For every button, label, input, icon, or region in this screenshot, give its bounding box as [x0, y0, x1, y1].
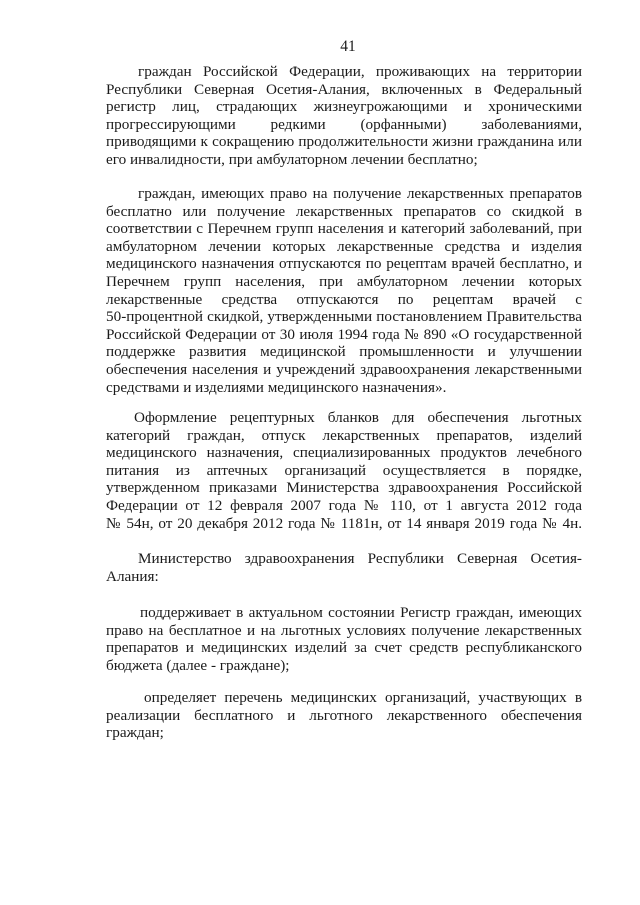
text-line: определяет перечень медицинских организаций, участвующих в [144, 689, 582, 706]
text-line: бесплатно или получение лекарственных препаратов со скидкой в [106, 202, 582, 220]
text-line: его инвалидности, при амбулаторном лечении бесплатно; [106, 150, 478, 168]
paragraph-determines-organizations [106, 689, 582, 742]
text-line: утвержденном приказами Министерства здравоохранения Российской [106, 479, 582, 497]
text-line: Оформление рецептурных бланков для обеспечения льготных [134, 409, 582, 426]
page-number: 41 [340, 38, 356, 55]
text-line: реализации бесплатного и льготного лекарственного обеспечения [106, 706, 582, 724]
paragraph-citizens-entitled-free-drugs [106, 185, 582, 396]
text-line: регистр лиц, страдающих жизнеугрожающими и хроническими [106, 98, 582, 116]
text-line: № 54н, от 20 декабря 2012 года № 1181н, от 14 января 2019 года № 4н. [106, 514, 582, 532]
text-line: прогрессирующими редкими (орфанными) заболеваниями, [106, 115, 582, 133]
text-line: Федерации от 12 февраля 2007 года № 110, от 1 августа 2012 года [106, 496, 582, 514]
text-line: бюджета (далее - граждане); [106, 656, 290, 674]
text-line: Перечнем групп населения, при амбулаторном лечении которых [106, 272, 582, 290]
text-line: категорий граждан, отпуск лекарственных препаратов, изделий [106, 426, 582, 444]
text-line: Российской Федерации от 30 июля 1994 года № 890 «О государственной [106, 325, 582, 343]
text-line: Министерство здравоохранения Республики Северная Осетия- [138, 550, 582, 567]
text-line: Алания: [106, 567, 159, 585]
text-line: 50-процентной скидкой, утвержденными постановлением Правительства [106, 308, 582, 326]
text-line: граждан; [106, 724, 164, 742]
text-line: поддержке развития медицинской промышленности и улучшении [106, 343, 582, 361]
text-line: Республики Северная Осетия-Алания, включенных в Федеральный [106, 80, 582, 98]
text-line: медицинского назначения, специализированных продуктов лечебного [106, 444, 582, 462]
text-line: питания из аптечных организаций осуществляется в порядке, [106, 461, 582, 479]
paragraph-maintains-register [106, 604, 582, 674]
text-line: препаратов и медицинских изделий за счет средств республиканского [106, 639, 582, 657]
text-line: средствами и изделиями медицинского назначения». [106, 378, 447, 396]
text-line: граждан, имеющих право на получение лекарственных препаратов [138, 185, 582, 202]
text-line: лекарственные средства отпускаются по рецептам врачей с [106, 290, 582, 308]
text-line: обеспечения населения и учреждений здравоохранения лекарственными [106, 360, 582, 378]
text-line: амбулаторном лечении которых лекарственные средства и изделия [106, 237, 582, 255]
text-line: право на бесплатное и на льготных условиях получение лекарственных [106, 621, 582, 639]
paragraph-ministry-heading [106, 550, 582, 585]
text-line: приводящими к сокращению продолжительности жизни гражданина или [106, 133, 582, 151]
paragraph-citizens-orphan-diseases [106, 63, 582, 169]
text-line: соответствии с Перечнем групп населения и категорий заболеваний, при [106, 220, 582, 238]
paragraph-prescription-forms [106, 409, 582, 532]
text-line: граждан Российской Федерации, проживающих на территории [138, 63, 582, 80]
text-line: поддерживает в актуальном состоянии Регистр граждан, имеющих [140, 604, 582, 621]
text-line: медицинского назначения отпускаются по рецептам врачей бесплатно, и [106, 255, 582, 273]
